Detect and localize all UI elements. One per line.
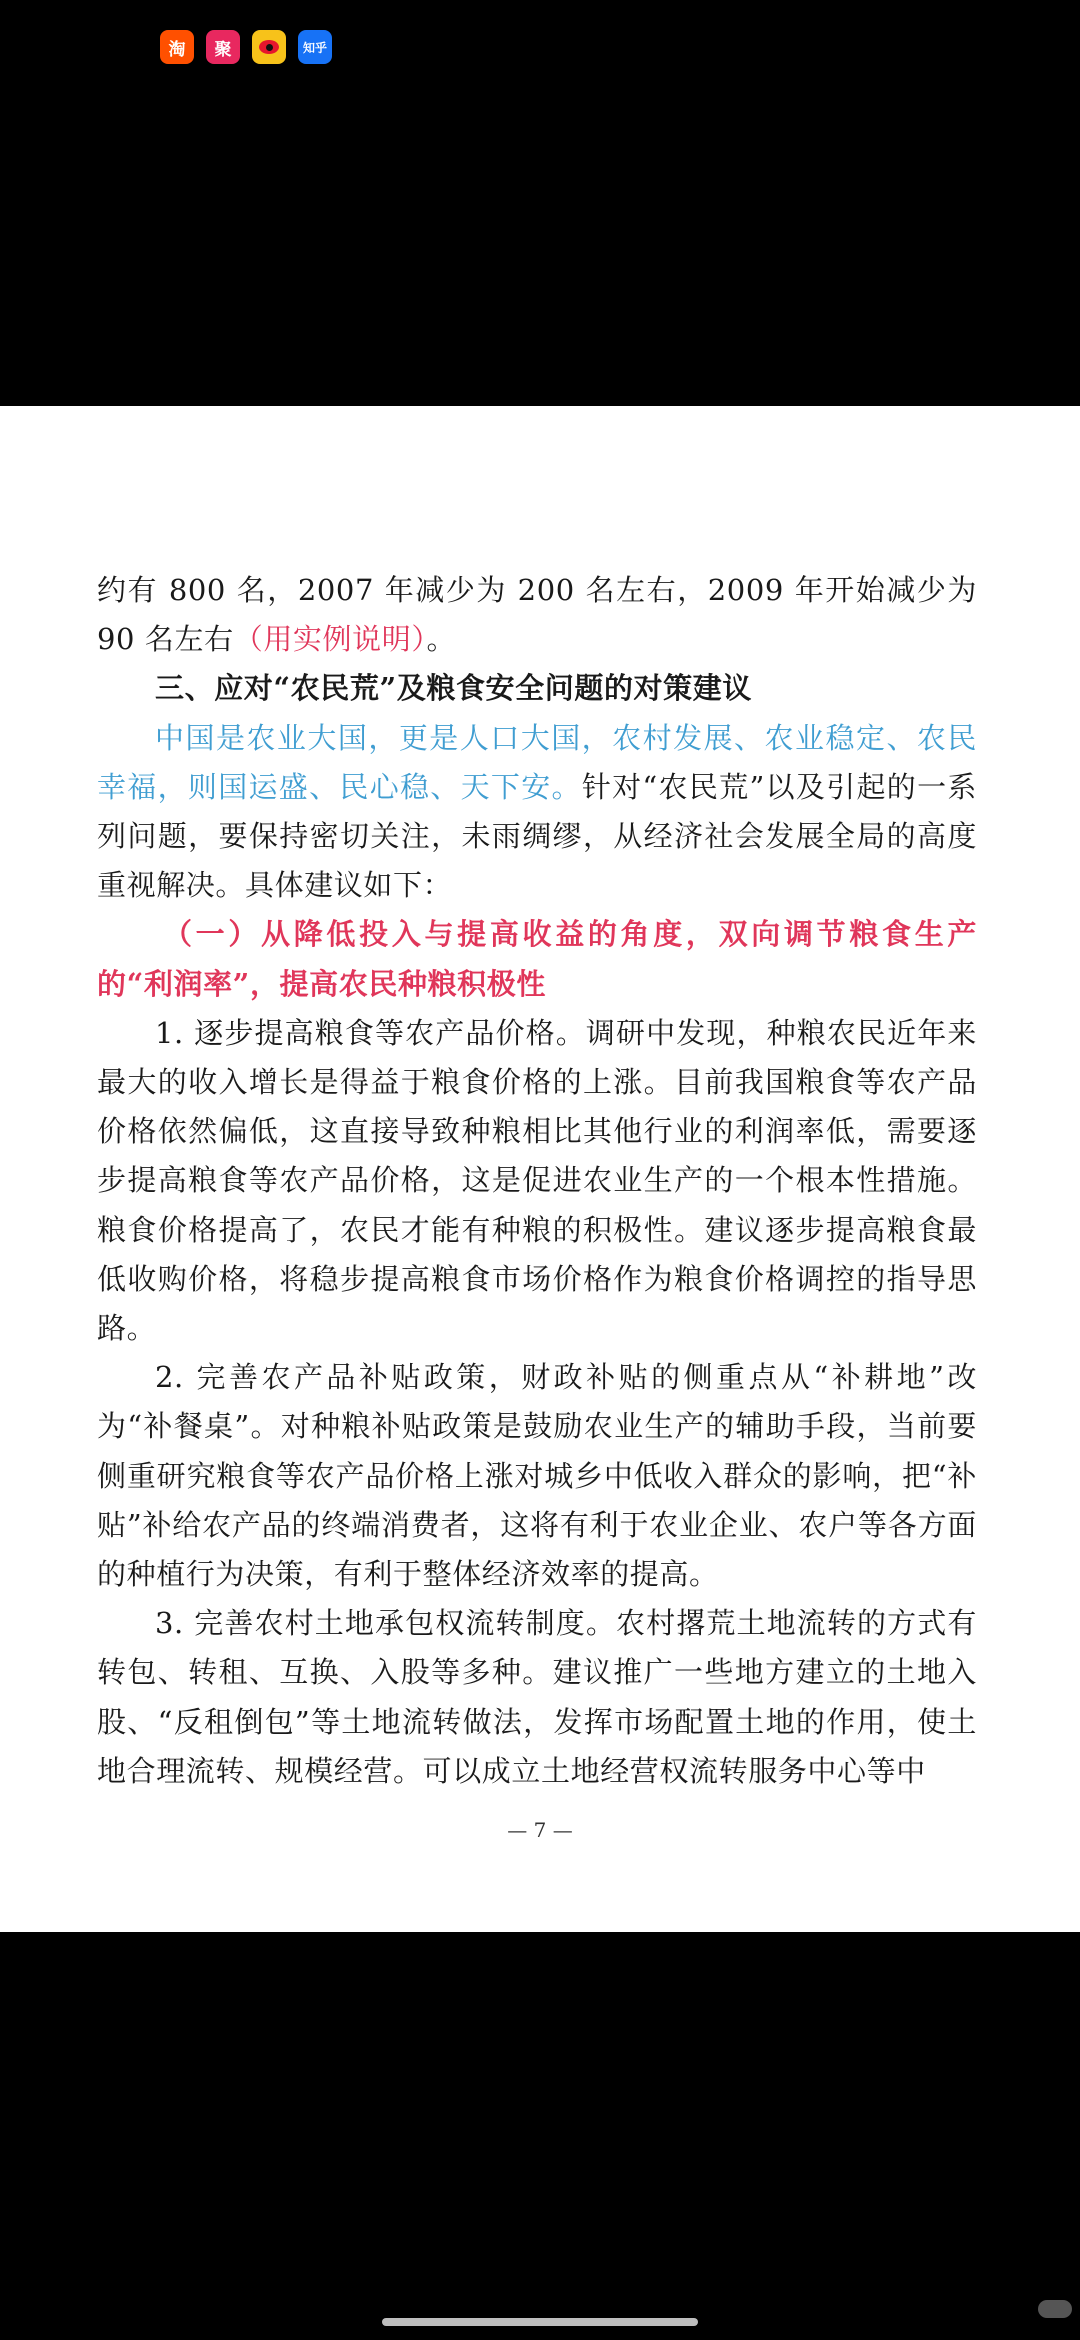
- list-item-1: 1. 逐步提高粮食等农产品价格。调研中发现，种粮农民近年来最大的收入增长是得益于粮食价格的上涨。目前我国粮食等农产品价格依然偏低，这直接导致种粮相比其他行业的利润率低，需要逐步提高粮食等农产品价格，这是促进农业生产的一个根本性措施。粮食价格提高了，农民才能有种粮的积极性。建议逐步提高粮食最低收购价格，将稳步提高粮食市场价格作为粮食价格调控的指导思路。: [97, 1015, 977, 1346]
- paragraph-text: 约有 800 名，2007 年减少为 200 名左右，2009 年开始减少为 90 名左右: [97, 573, 977, 657]
- paragraph-continued: [97, 566, 977, 664]
- subsection-heading: （一）从降低投入与提高收益的角度，双向调节粮食生产的“利润率”，提高农民种粮积极性: [97, 917, 977, 1001]
- document-page[interactable]: [0, 406, 1080, 1932]
- page-number: — 7 —: [507, 1818, 573, 1842]
- paragraph-end: 。: [426, 622, 457, 657]
- weibo-icon: [252, 30, 286, 64]
- paragraph-text: 针对“农民荒”以及引起的一系列问题，要保持密切关注，未雨绸缪，从经济社会发展全局的高度重视解决。具体建议如下：: [97, 769, 977, 903]
- corner-badge-icon: [1038, 2300, 1072, 2318]
- home-indicator[interactable]: [382, 2318, 698, 2326]
- example-note: （用实例说明）: [233, 622, 427, 657]
- list-item-2: 2. 完善农产品补贴政策，财政补贴的侧重点从“补耕地”改为“补餐桌”。对种粮补贴政策是鼓励农业生产的辅助手段，当前要侧重研究粮食等农产品价格上涨对城乡中低收入群众的影响，把“补贴”补给农产品的终端消费者，这将有利于农业企业、农户等各方面的种植行为决策，有利于整体经济效率的提高。: [97, 1360, 977, 1592]
- document-content: [97, 566, 977, 1796]
- section-heading: 三、应对“农民荒”及粮食安全问题的对策建议: [155, 671, 752, 706]
- taobao-icon: 淘: [160, 30, 194, 64]
- paragraph-intro: [97, 714, 977, 911]
- list-item-3: 3. 完善农村土地承包权流转制度。农村撂荒土地流转的方式有转包、转租、互换、入股等多种。建议推广一些地方建立的土地入股、“反租倒包”等土地流转做法，发挥市场配置土地的作用，使土地合理流转、规模经营。可以成立土地经营权流转服务中心等中: [97, 1606, 977, 1788]
- status-bar-app-icons: [160, 30, 332, 64]
- highlighted-text: 中国是农业大国，更是人口大国，农村发展、农业稳定、农民幸福，则国运盛、民心稳、天下安。: [97, 720, 977, 804]
- juhuasuan-icon: 聚: [206, 30, 240, 64]
- zhihu-icon: 知乎: [298, 30, 332, 64]
